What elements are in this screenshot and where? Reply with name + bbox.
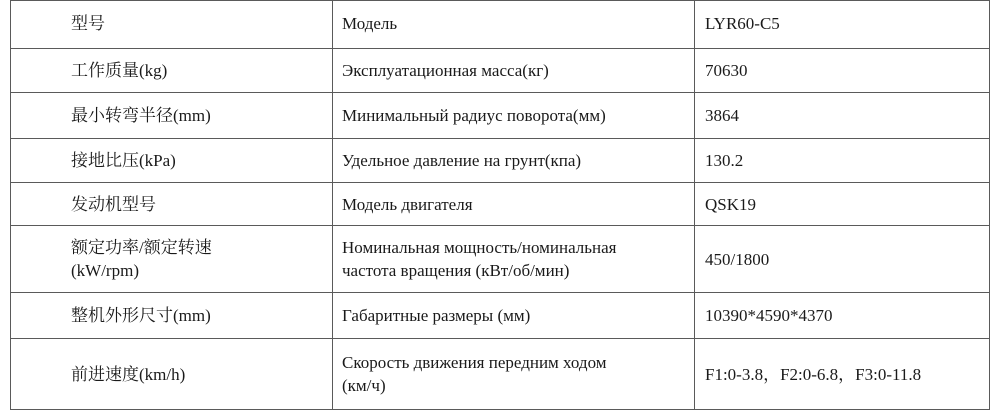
param-name-zh: 发动机型号: [11, 183, 333, 226]
param-name-zh: 前进速度(km/h): [11, 339, 333, 410]
table-row: [11, 1, 990, 49]
param-value: LYR60-C5: [695, 1, 990, 49]
param-name-zh: 整机外形尺寸(mm): [11, 293, 333, 339]
spec-table: [10, 0, 990, 410]
param-value: 10390*4590*4370: [695, 293, 990, 339]
table-row: [11, 339, 990, 410]
param-name-ru: Скорость движения передним ходом (км/ч): [333, 339, 695, 410]
param-name-zh: 接地比压(kPa): [11, 139, 333, 183]
param-name-ru: Габаритные размеры (мм): [333, 293, 695, 339]
table-row: [11, 49, 990, 93]
param-value: 130.2: [695, 139, 990, 183]
param-name-ru: Номинальная мощность/номинальная частота вращения (кВт/об/мин): [333, 226, 695, 293]
param-value: 450/1800: [695, 226, 990, 293]
param-name-ru: Модель: [333, 1, 695, 49]
param-name-ru: Модель двигателя: [333, 183, 695, 226]
table-row: [11, 93, 990, 139]
param-value: QSK19: [695, 183, 990, 226]
param-name-ru: Удельное давление на грунт(кпа): [333, 139, 695, 183]
table-row: [11, 139, 990, 183]
table-row: [11, 293, 990, 339]
table-row: [11, 183, 990, 226]
param-name-ru: Эксплуатационная масса(кг): [333, 49, 695, 93]
param-value: 70630: [695, 49, 990, 93]
param-name-zh: 工作质量(kg): [11, 49, 333, 93]
table-row: [11, 226, 990, 293]
param-name-zh: 最小转弯半径(mm): [11, 93, 333, 139]
param-name-ru: Минимальный радиус поворота(мм): [333, 93, 695, 139]
param-value: F1:0-3.8，F2:0-6.8，F3:0-11.8: [695, 339, 990, 410]
param-name-zh: 型号: [11, 1, 333, 49]
param-name-zh: 额定功率/额定转速 (kW/rpm): [11, 226, 333, 293]
param-value: 3864: [695, 93, 990, 139]
